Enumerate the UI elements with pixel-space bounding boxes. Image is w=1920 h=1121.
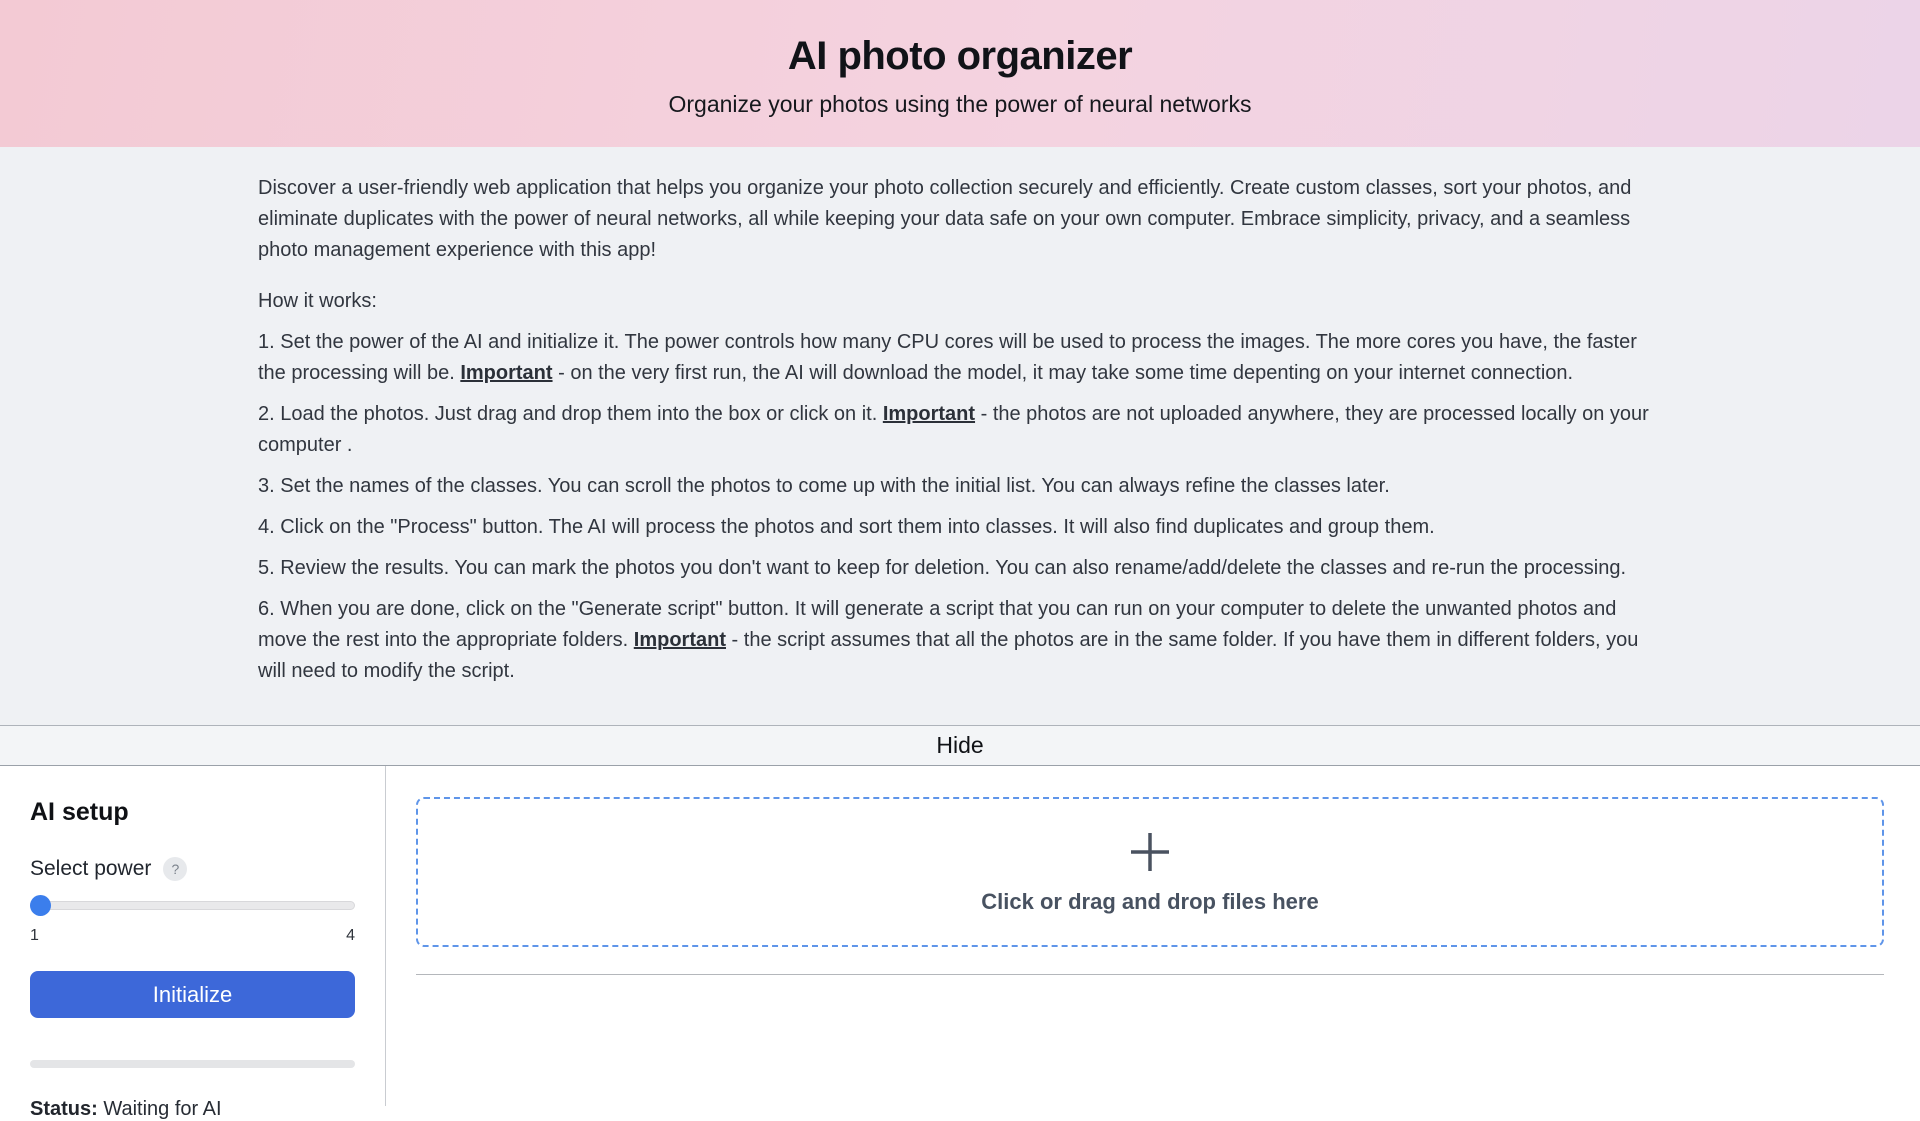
page-subtitle: Organize your photos using the power of neural networks bbox=[668, 90, 1252, 117]
slider-track[interactable] bbox=[30, 901, 355, 910]
status-value: Waiting for AI bbox=[97, 1098, 222, 1120]
slider-thumb[interactable] bbox=[30, 895, 51, 916]
panel-title: AI setup bbox=[30, 798, 129, 826]
slider-min-label: 1 bbox=[30, 927, 39, 944]
how-it-works-title: How it works: bbox=[258, 290, 377, 312]
help-icon[interactable]: ? bbox=[163, 857, 187, 881]
hide-instructions-button[interactable]: Hide bbox=[0, 725, 1920, 766]
dropzone-label: Click or drag and drop files here bbox=[981, 889, 1319, 914]
step-3: 3. Set the names of the classes. You can scroll the photos to come up with the initial list. You can always refine the classes later. bbox=[258, 475, 1390, 497]
slider-max-label: 4 bbox=[346, 927, 355, 944]
plus-icon bbox=[1127, 829, 1173, 875]
intro-paragraph: Discover a user-friendly web application that helps you organize your photo collection securely and efficiently. Create custom classes, sort your photos, and eliminate duplicates with the power of neural networks, all while keeping your data safe on your own computer. Embrace simplicity, privacy, and a seamless photo management experience with this app! bbox=[258, 177, 1632, 261]
step-6: 6. When you are done, click on the "Generate script" button. It will generate a script that you can run on your computer to delete the unwanted photos and move the rest into the appropriate folders. Important - the script assumes that all the photos are in the same folder. If you have them in different folders, you will need to modify the script. bbox=[258, 598, 1639, 682]
step-4: 4. Click on the "Process" button. The AI will process the photos and sort them into classes. It will also find duplicates and group them. bbox=[258, 516, 1435, 538]
main-area bbox=[0, 766, 1920, 1120]
step-2: 2. Load the photos. Just drag and drop them into the box or click on it. Important - the photos are not uploaded anywhere, they are processed locally on your computer . bbox=[258, 403, 1649, 456]
progress-bar bbox=[30, 1060, 355, 1068]
dropzone-divider bbox=[416, 974, 1884, 975]
important-emphasis: Important bbox=[460, 362, 553, 384]
upload-panel bbox=[386, 766, 1920, 1106]
important-emphasis: Important bbox=[633, 629, 726, 651]
file-dropzone[interactable] bbox=[416, 797, 1884, 947]
important-emphasis: Important bbox=[882, 403, 976, 425]
ai-setup-panel bbox=[0, 766, 386, 1120]
status-row bbox=[30, 1098, 355, 1121]
instructions-section bbox=[0, 147, 1920, 725]
power-slider[interactable] bbox=[30, 895, 355, 915]
status-label: Status: bbox=[30, 1098, 98, 1120]
page-title: AI photo organizer bbox=[787, 33, 1133, 78]
select-power-label: Select power bbox=[30, 857, 152, 880]
step-1: 1. Set the power of the AI and initialize it. The power controls how many CPU cores will be used to process the images. The more cores you have, the faster the processing will be. Important - on the very first run, the AI will download the model, it may take some time depenting on your internet connection. bbox=[258, 331, 1637, 384]
initialize-button[interactable]: Initialize bbox=[30, 971, 355, 1018]
step-5: 5. Review the results. You can mark the photos you don't want to keep for deletion. You can also rename/add/delete the classes and re-run the processing. bbox=[258, 557, 1627, 579]
app-header bbox=[0, 0, 1920, 147]
